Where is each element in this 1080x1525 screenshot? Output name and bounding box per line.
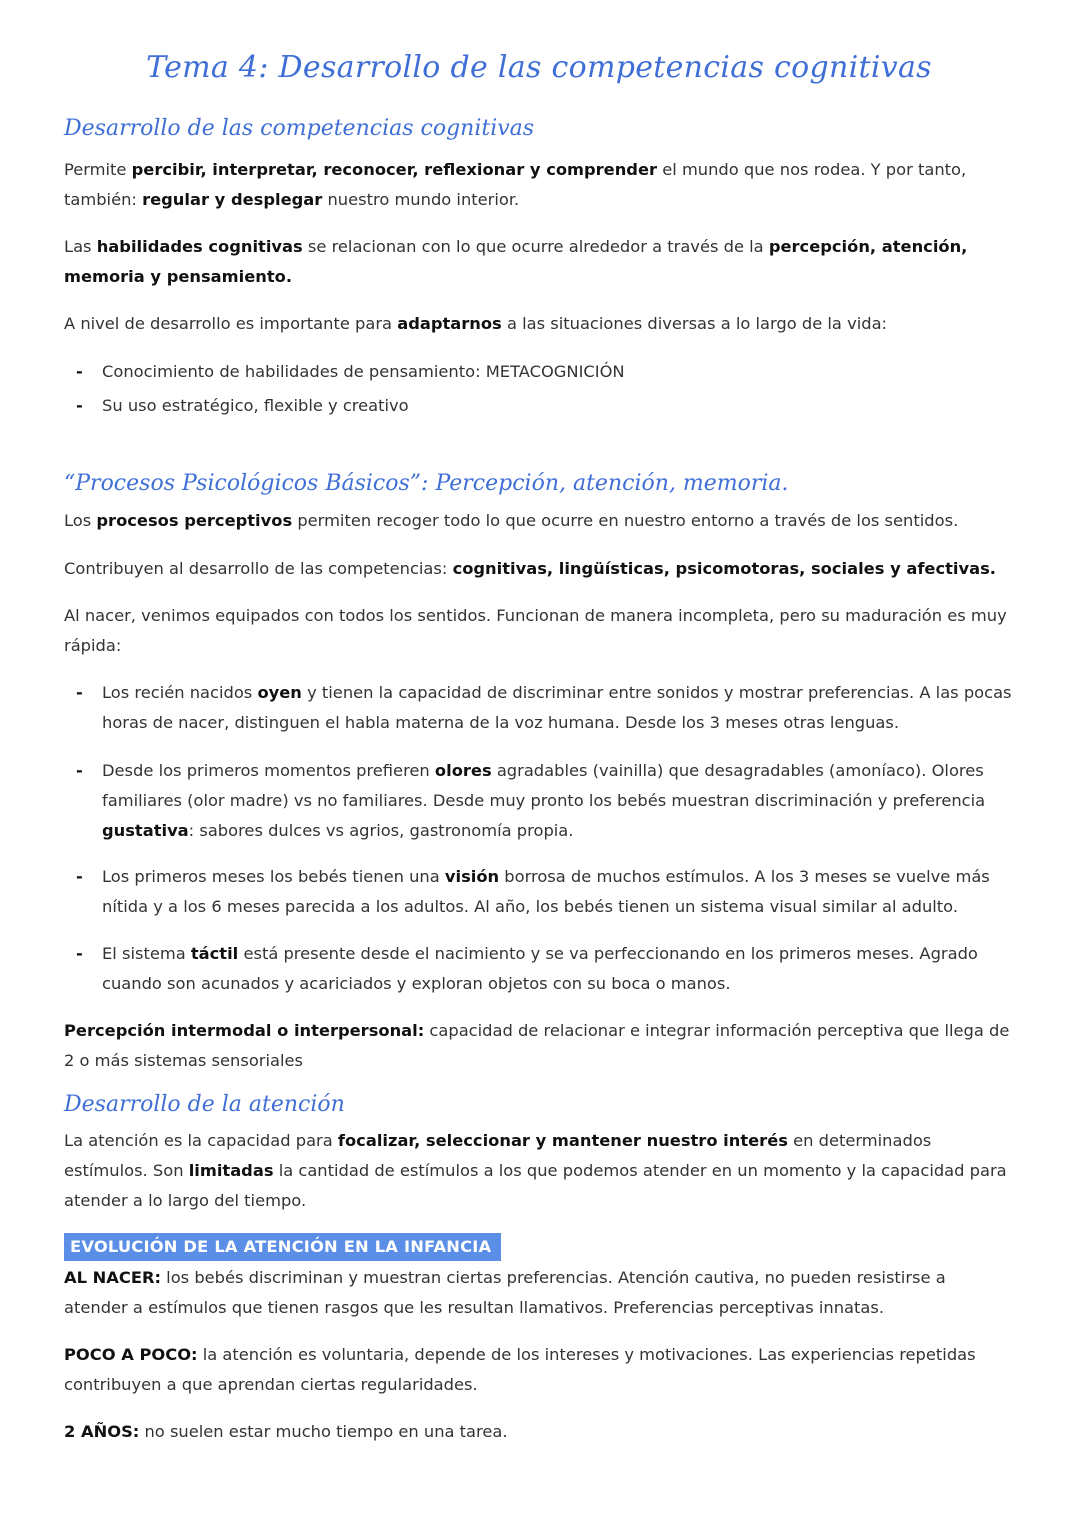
bullet-dash: - (76, 396, 83, 415)
list-item-vision: Los primeros meses los bebés tienen una visión borrosa de muchos estímulos. A los 3 meses se vuelve más nítida y a los 6 meses parecida a los adultos. Al año, los bebés tienen un sistema visual similar al adulto. (102, 867, 990, 916)
list-item: Su uso estratégico, flexible y creativo (102, 396, 409, 415)
paragraph-intermodal: Percepción intermodal o interpersonal: capacidad de relacionar e integrar información perceptiva que llega de 2 o más sistemas sensoriales (64, 1021, 1010, 1070)
paragraph-atencion: La atención es la capacidad para focalizar, seleccionar y mantener nuestro interés en determinados estímulos. Son limitadas la cantidad de estímulos a los que podemos atender en un momento y la capacidad para atender a lo largo del tiempo. (64, 1131, 1007, 1210)
paragraph-procesos-perceptivos: Los procesos perceptivos permiten recoger todo lo que ocurre en nuestro entorno a través de los sentidos. (64, 511, 959, 530)
bullet-dash: - (76, 683, 83, 702)
paragraph-adaptarnos: A nivel de desarrollo es importante para adaptarnos a las situaciones diversas a lo largo de la vida: (64, 314, 888, 333)
paragraph-al-nacer-atencion: AL NACER: los bebés discriminan y muestran ciertas preferencias. Atención cautiva, no pueden resistirse a atender a estímulos que tienen rasgos que les resultan llamativos. Preferencias perceptivas innatas. (64, 1268, 946, 1317)
list-item-oido: Los recién nacidos oyen y tienen la capacidad de discriminar entre sonidos y mostrar preferencias. A las pocas horas de nacer, distinguen el habla materna de la voz humana. Desde los 3 meses otras lenguas. (102, 683, 1012, 732)
page-title: Tema 4: Desarrollo de las competencias cognitivas (146, 50, 932, 85)
section-heading-procesos: “Procesos Psicológicos Básicos”: Percepción, atención, memoria. (64, 471, 789, 496)
bullet-dash: - (76, 362, 83, 381)
paragraph-dos-anos: 2 AÑOS: no suelen estar mucho tiempo en una tarea. (64, 1422, 508, 1441)
list-item-tactil: El sistema táctil está presente desde el nacimiento y se va perfeccionando en los primeros meses. Agrado cuando son acunados y acariciados y exploran objetos con su boca o manos. (102, 944, 978, 993)
paragraph-al-nacer: Al nacer, venimos equipados con todos los sentidos. Funcionan de manera incompleta, pero su maduración es muy rápida: (64, 606, 1007, 655)
bullet-dash: - (76, 944, 83, 963)
bullet-dash: - (76, 761, 83, 780)
section-heading-atencion: Desarrollo de la atención (64, 1092, 345, 1117)
paragraph-permite: Permite percibir, interpretar, reconocer, reflexionar y comprender el mundo que nos rodea. Y por tanto, también: regular y desplegar nuestro mundo interior. (64, 160, 967, 209)
paragraph-contribuyen: Contribuyen al desarrollo de las competencias: cognitivas, lingüísticas, psicomotoras, sociales y afectivas. (64, 559, 996, 578)
bullet-dash: - (76, 867, 83, 886)
paragraph-poco-a-poco: POCO A POCO: la atención es voluntaria, depende de los intereses y motivaciones. Las experiencias repetidas contribuyen a que aprendan ciertas regularidades. (64, 1345, 976, 1394)
paragraph-habilidades: Las habilidades cognitivas se relacionan con lo que ocurre alrededor a través de la percepción, atención, memoria y pensamiento. (64, 237, 968, 286)
list-item: Conocimiento de habilidades de pensamiento: METACOGNICIÓN (102, 362, 625, 381)
list-item-olfato: Desde los primeros momentos prefieren olores agradables (vainilla) que desagradables (amoníaco). Olores familiares (olor madre) vs no familiares. Desde muy pronto los bebés muestran discriminación y preferencia gustativa: sabores dulces vs agrios, gastronomía propia. (102, 761, 986, 840)
evolucion-banner: EVOLUCIÓN DE LA ATENCIÓN EN LA INFANCIA (64, 1233, 501, 1261)
section-heading-competencias: Desarrollo de las competencias cognitivas (64, 116, 535, 141)
